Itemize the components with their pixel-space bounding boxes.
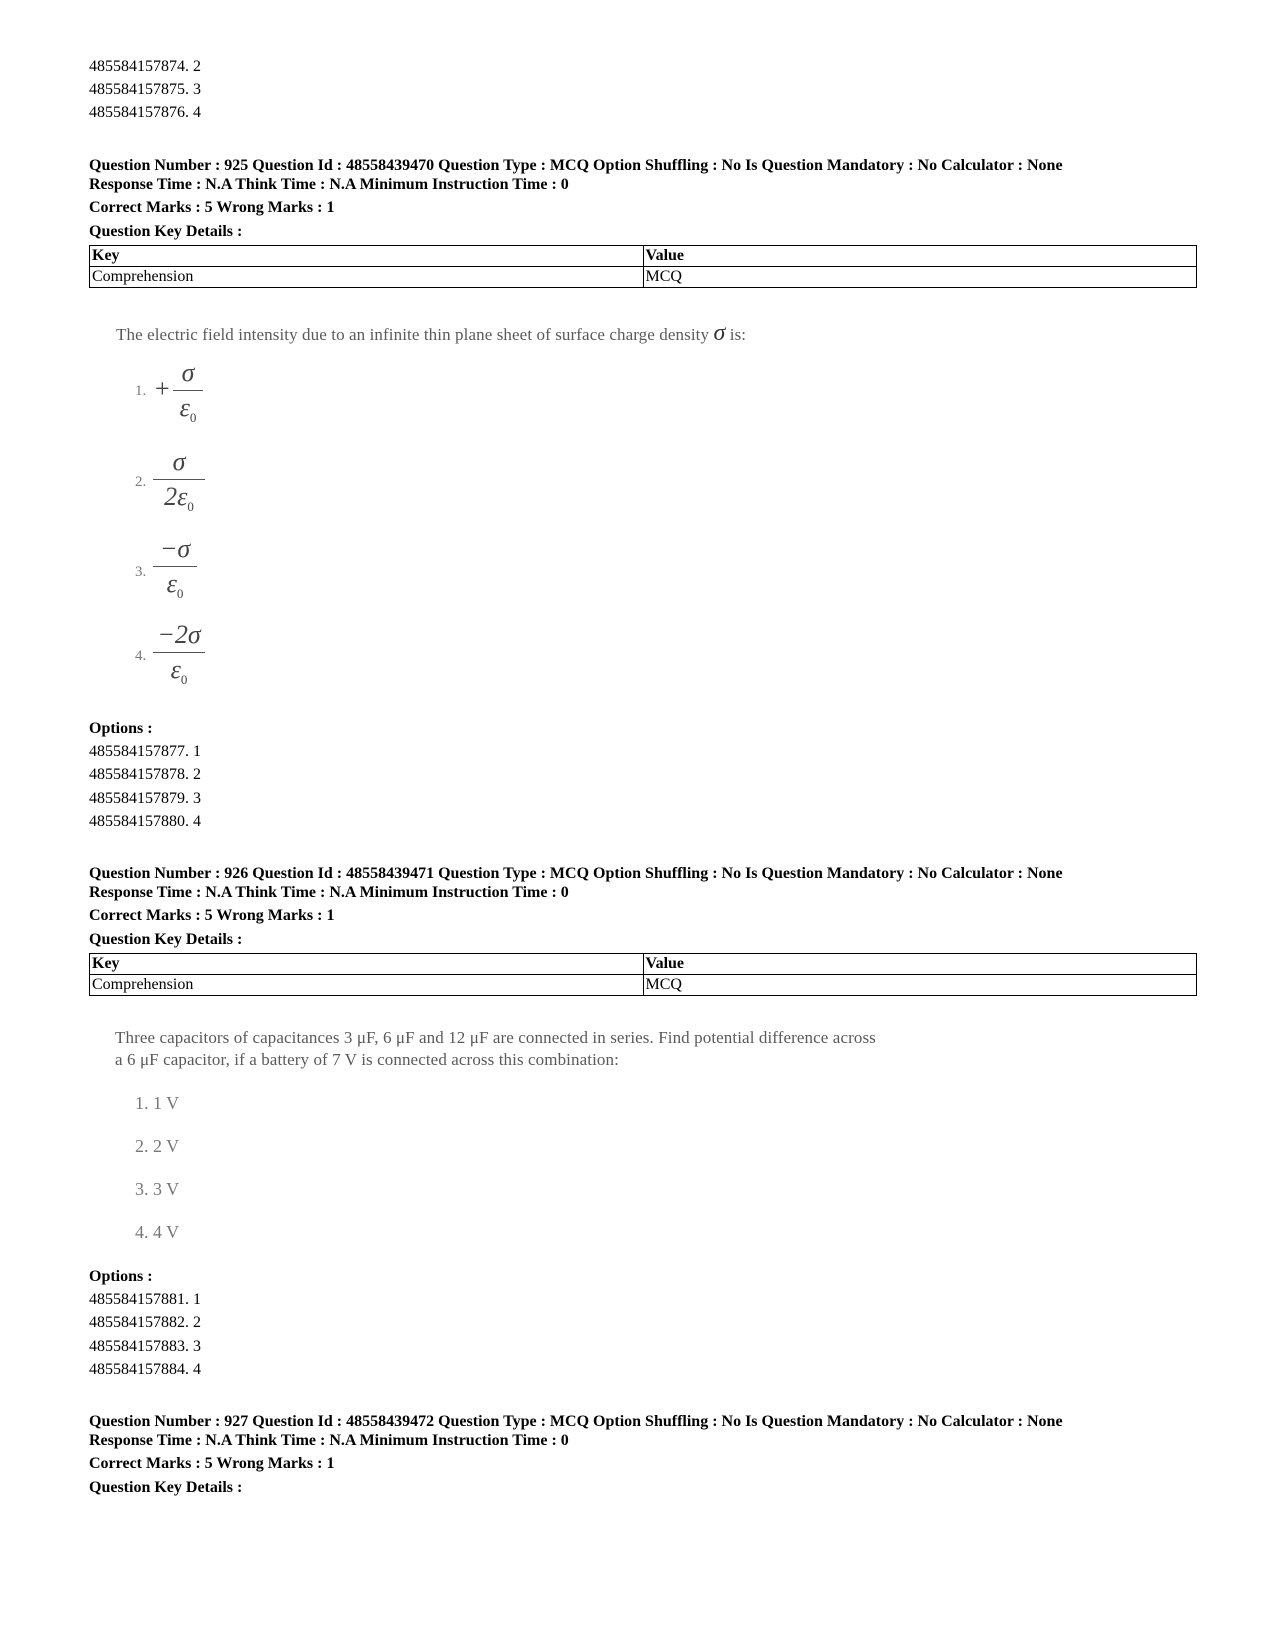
- choice-number: 1.: [135, 383, 147, 399]
- options-label: Options :: [89, 1268, 153, 1285]
- key-details-label: Question Key Details :: [89, 931, 243, 948]
- key-header: Key: [90, 954, 644, 975]
- value-cell: MCQ: [643, 267, 1197, 288]
- choice-item: 4. 4 V: [135, 1222, 180, 1242]
- question-stem-line: a 6 μF capacitor, if a battery of 7 V is connected across this combination:: [115, 1050, 619, 1069]
- question-marks: Correct Marks : 5 Wrong Marks : 1: [89, 199, 335, 216]
- choice-item: 3. 3 V: [135, 1179, 180, 1199]
- question-marks: Correct Marks : 5 Wrong Marks : 1: [89, 907, 335, 924]
- option-line: 485584157882. 2: [89, 1314, 201, 1331]
- choice-fraction: σ $\varepsilon_0$: [173, 358, 203, 433]
- choice-item: 1. 1 V: [135, 1093, 180, 1113]
- option-line: 485584157880. 4: [89, 813, 201, 830]
- option-line: 485584157883. 3: [89, 1338, 201, 1355]
- choice-fraction: −2σ $\varepsilon_0$: [153, 620, 205, 695]
- choice-fraction: σ $2\varepsilon_0$: [153, 447, 205, 522]
- question-header: Question Number : 926 Question Id : 48558439471 Question Type : MCQ Option Shuffling : No Is Question Mandatory : No Calculator : None: [89, 865, 1063, 882]
- value-header: Value: [643, 246, 1197, 267]
- option-line: 485584157878. 2: [89, 766, 201, 783]
- plus-sign: +: [155, 374, 170, 403]
- key-details-label: Question Key Details :: [89, 223, 243, 240]
- key-header: Key: [90, 246, 644, 267]
- question-header: Question Number : 927 Question Id : 48558439472 Question Type : MCQ Option Shuffling : No Is Question Mandatory : No Calculator : None: [89, 1413, 1063, 1430]
- options-label: Options :: [89, 720, 153, 737]
- option-line: 485584157876. 4: [89, 104, 201, 121]
- option-line: 485584157884. 4: [89, 1361, 201, 1378]
- option-line: 485584157881. 1: [89, 1291, 201, 1308]
- key-cell: Comprehension: [90, 975, 644, 996]
- question-stem: The electric field intensity due to an infinite thin plane sheet of surface charge density σ is:: [116, 320, 747, 346]
- sigma-symbol: σ: [713, 320, 726, 346]
- question-header: Question Number : 925 Question Id : 48558439470 Question Type : MCQ Option Shuffling : No Is Question Mandatory : No Calculator : None: [89, 157, 1063, 174]
- option-line: 485584157877. 1: [89, 743, 201, 760]
- value-header: Value: [643, 954, 1197, 975]
- choice-item: 2. 2 V: [135, 1136, 180, 1156]
- question-timing: Response Time : N.A Think Time : N.A Minimum Instruction Time : 0: [89, 176, 569, 193]
- choice-number: 2.: [135, 474, 147, 490]
- option-line: 485584157879. 3: [89, 790, 201, 807]
- choice-number: 4.: [135, 648, 147, 664]
- key-details-label: Question Key Details :: [89, 1479, 243, 1496]
- question-timing: Response Time : N.A Think Time : N.A Minimum Instruction Time : 0: [89, 1432, 569, 1449]
- question-stem-line: Three capacitors of capacitances 3 μF, 6 μF and 12 μF are connected in series. Find potential difference across: [115, 1028, 876, 1047]
- question-marks: Correct Marks : 5 Wrong Marks : 1: [89, 1455, 335, 1472]
- value-cell: MCQ: [643, 975, 1197, 996]
- option-line: 485584157874. 2: [89, 58, 201, 75]
- question-timing: Response Time : N.A Think Time : N.A Minimum Instruction Time : 0: [89, 884, 569, 901]
- option-line: 485584157875. 3: [89, 81, 201, 98]
- key-details-table: [89, 953, 1197, 996]
- choice-number: 3.: [135, 564, 147, 580]
- key-cell: Comprehension: [90, 267, 644, 288]
- choice-fraction: −σ $\varepsilon_0$: [153, 534, 197, 609]
- key-details-table: [89, 245, 1197, 288]
